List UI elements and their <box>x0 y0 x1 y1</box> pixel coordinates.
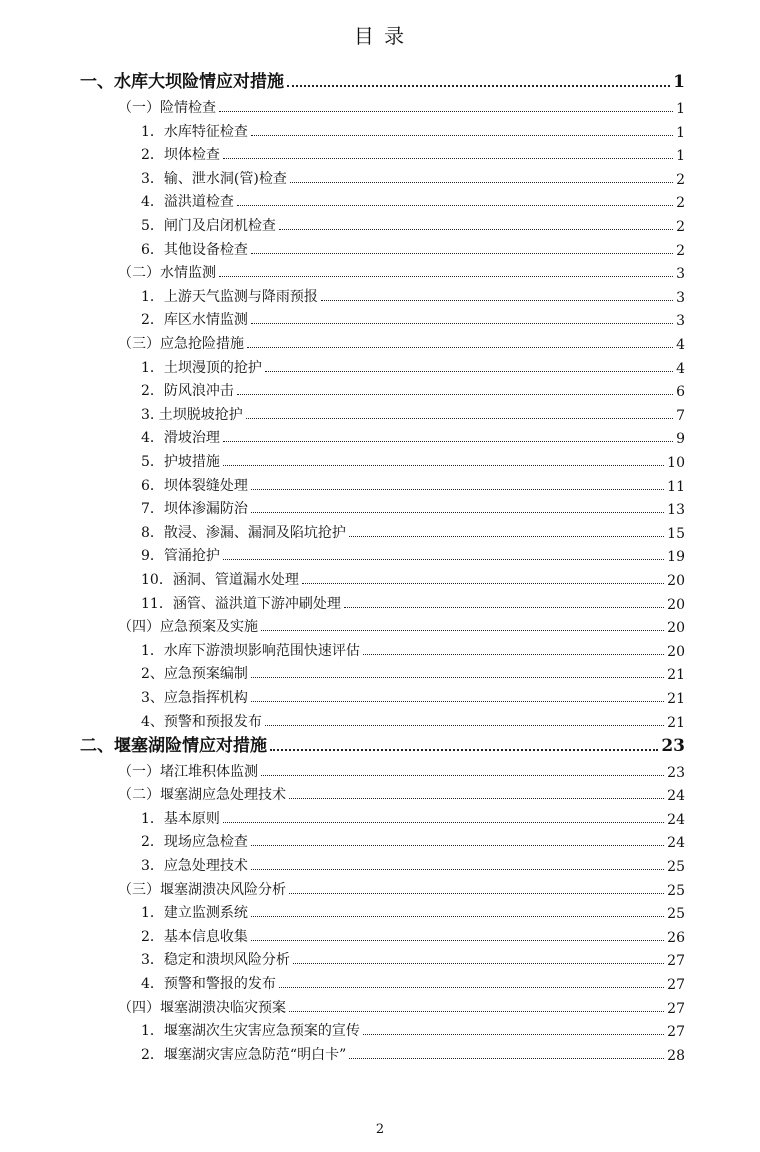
toc-entry-label: 3．应急处理技术 <box>141 858 248 874</box>
toc-entry[interactable] <box>141 661 685 683</box>
toc-entry-page: 6 <box>676 384 685 401</box>
toc-leader-dots <box>247 347 673 348</box>
toc-leader-dots <box>223 158 673 159</box>
toc-entry-label: 1．土坝漫顶的抢护 <box>141 359 262 376</box>
toc-entry-page: 20 <box>667 620 685 637</box>
toc-leader-dots <box>289 798 664 799</box>
toc-entry-page: 21 <box>667 714 685 731</box>
toc-entry-page: 24 <box>667 788 685 805</box>
toc-entry-label: 3．输、泄水洞(管)检查 <box>141 170 287 187</box>
toc-entry[interactable] <box>141 166 685 188</box>
toc-leader-dots <box>261 775 664 776</box>
toc-entry-label: 二、堰塞湖险情应对措施 <box>80 735 267 756</box>
toc-leader-dots <box>287 85 670 87</box>
toc-entry[interactable] <box>141 971 685 993</box>
toc-entry-page: 1 <box>676 148 685 165</box>
toc-entry-page: 1 <box>676 101 685 117</box>
toc-leader-dots <box>251 916 664 917</box>
toc-entry-page: 23 <box>661 735 685 756</box>
toc-entry-page: 11 <box>667 478 685 495</box>
toc-leader-dots <box>289 893 664 894</box>
toc-leader-dots <box>251 940 664 941</box>
toc-entry-page: 4 <box>676 360 685 377</box>
toc-entry[interactable] <box>118 331 685 353</box>
toc-entry-page: 15 <box>667 525 685 542</box>
page-number: 2 <box>375 1122 385 1137</box>
toc-entry-label: 11．涵管、溢洪道下游冲刷处理 <box>141 595 341 612</box>
toc-entry-label: 1．水库下游溃坝影响范围快速评估 <box>141 642 360 659</box>
toc-entry-label: 4．溢洪道检查 <box>141 194 234 211</box>
toc-entry-page: 27 <box>667 1024 685 1041</box>
toc-entry[interactable] <box>141 402 685 424</box>
toc-entry[interactable] <box>118 877 685 899</box>
toc-entry-page: 2 <box>676 171 685 188</box>
toc-entry[interactable] <box>141 685 685 707</box>
toc-entry[interactable] <box>141 543 685 565</box>
toc-leader-dots <box>251 845 664 846</box>
toc-entry-page: 20 <box>667 573 685 589</box>
toc-entry-label: （二）水情监测 <box>118 265 216 282</box>
toc-leader-dots <box>349 1058 664 1059</box>
toc-leader-dots <box>302 583 664 584</box>
toc-entry-page: 3 <box>676 289 685 306</box>
toc-entry-label: 2、应急预案编制 <box>141 666 248 683</box>
toc-entry-page: 28 <box>667 1047 685 1064</box>
toc-leader-dots <box>251 512 664 513</box>
toc-entry[interactable] <box>141 853 685 875</box>
toc-entry-label: （四）应急预案及实施 <box>118 619 258 636</box>
toc-entry-page: 26 <box>667 929 685 946</box>
toc-entry-page: 25 <box>667 906 685 923</box>
toc-entry[interactable] <box>141 567 685 589</box>
toc-entry-label: （二）堰塞湖应急处理技术 <box>118 787 286 804</box>
toc-leader-dots <box>289 1011 664 1012</box>
toc-entry-label: 6．其他设备检查 <box>141 241 248 258</box>
toc-entry-page: 23 <box>667 764 685 781</box>
toc-entry[interactable] <box>118 260 685 282</box>
toc-leader-dots <box>223 441 673 442</box>
toc-entry-label: 9．管涌抢护 <box>141 548 220 565</box>
toc-entry[interactable] <box>118 782 685 804</box>
toc-leader-dots <box>270 749 658 751</box>
toc-leader-dots <box>265 725 664 726</box>
toc-entry-page: 9 <box>676 431 685 448</box>
toc-entry-label: 7．坝体渗漏防治 <box>141 501 248 518</box>
toc-entry[interactable] <box>141 806 685 828</box>
toc-entry[interactable] <box>141 307 685 329</box>
toc-entry-label: 2．坝体检查 <box>141 147 220 164</box>
toc-entry-label: 4．滑坡治理 <box>141 430 220 447</box>
toc-entry[interactable] <box>118 614 685 636</box>
toc-entry[interactable] <box>141 425 685 447</box>
toc-entry[interactable] <box>141 638 685 660</box>
toc-entry-label: 5．护坡措施 <box>141 454 220 470</box>
toc-entry[interactable] <box>118 995 685 1017</box>
toc-entry[interactable] <box>141 213 685 235</box>
toc-entry-page: 27 <box>667 977 685 993</box>
toc-entry[interactable] <box>118 759 685 781</box>
toc-entry-page: 24 <box>667 811 685 828</box>
toc-leader-dots <box>279 987 664 988</box>
toc-entry-page: 21 <box>667 691 685 707</box>
toc-entry-label: （三）应急抢险措施 <box>118 336 244 352</box>
toc-entry[interactable] <box>141 496 685 518</box>
toc-entry[interactable] <box>141 900 685 922</box>
toc-entry-page: 20 <box>667 596 685 613</box>
toc-entry-label: 6．坝体裂缝处理 <box>141 477 248 494</box>
toc-leader-dots <box>261 630 664 631</box>
toc-leader-dots <box>251 701 664 702</box>
toc-leader-dots <box>363 654 664 655</box>
toc-entry-label: 2．库区水情监测 <box>141 312 248 329</box>
toc-leader-dots <box>237 205 673 206</box>
toc-entry[interactable] <box>141 1042 685 1064</box>
toc-leader-dots <box>219 111 673 112</box>
toc-entry-page: 13 <box>667 502 685 519</box>
toc-entry-page: 20 <box>667 643 685 660</box>
toc-entry-label: 2．现场应急检查 <box>141 834 248 851</box>
toc-entry-page: 24 <box>667 835 685 852</box>
toc-entry[interactable] <box>141 284 685 306</box>
toc-leader-dots <box>363 1034 664 1035</box>
toc-entry-label: 一、水库大坝险情应对措施 <box>80 72 284 92</box>
toc-entry[interactable] <box>141 947 685 969</box>
toc-entry[interactable] <box>141 520 685 542</box>
page-title: 目 录 <box>353 24 407 48</box>
toc-leader-dots <box>219 276 673 277</box>
toc-entry-label: 5．闸门及启闭机检查 <box>141 218 276 234</box>
toc-entry-page: 25 <box>667 859 685 875</box>
toc-entry[interactable] <box>80 734 685 756</box>
toc-entry[interactable] <box>141 591 685 613</box>
toc-entry-label: 2．堰塞湖灾害应急防范“明白卡” <box>141 1046 347 1063</box>
toc-leader-dots <box>321 300 673 301</box>
toc-entry-label: 4、预警和预报发布 <box>141 713 262 730</box>
toc-entry[interactable] <box>141 829 685 851</box>
toc-entry-page: 3 <box>676 313 685 330</box>
toc-entry-label: （四）堰塞湖溃决临灾预案 <box>118 999 286 1016</box>
toc-entry[interactable] <box>141 189 685 211</box>
toc-entry-label: 1．上游天气监测与降雨预报 <box>141 288 318 305</box>
toc-entry-page: 19 <box>667 549 685 566</box>
toc-entry-label: 10．涵洞、管道漏水处理 <box>141 572 299 588</box>
toc-entry-label: 1．堰塞湖次生灾害应急预案的宣传 <box>141 1023 360 1040</box>
toc-entry[interactable] <box>141 709 685 731</box>
toc-leader-dots <box>237 394 673 395</box>
toc-leader-dots <box>251 677 664 678</box>
toc-entry-page: 21 <box>667 667 685 684</box>
toc-entry[interactable] <box>141 378 685 400</box>
toc-entry[interactable] <box>141 449 685 471</box>
toc-entry-label: 2．防风浪冲击 <box>141 383 234 400</box>
toc-entry-label: （一）堵江堆积体监测 <box>118 763 258 780</box>
toc-leader-dots <box>251 253 673 254</box>
toc-entry[interactable] <box>141 142 685 164</box>
toc-entry[interactable] <box>118 95 685 117</box>
toc-leader-dots <box>279 229 673 230</box>
toc-entry-label: 1．建立监测系统 <box>141 905 248 922</box>
toc-entry-label: 1．基本原则 <box>141 810 220 827</box>
toc-entry-label: 8．散浸、渗漏、漏洞及陷坑抢护 <box>141 524 346 541</box>
toc-entry[interactable] <box>141 119 685 141</box>
toc-leader-dots <box>251 323 673 324</box>
toc-entry[interactable] <box>141 237 685 259</box>
toc-entry-label: （一）险情检查 <box>118 100 216 116</box>
toc-entry-label: 3、应急指挥机构 <box>141 690 248 706</box>
toc-entry-page: 1 <box>676 124 685 141</box>
toc-entry-page: 2 <box>676 242 685 259</box>
toc-entry-label: 3．稳定和溃坝风险分析 <box>141 952 290 969</box>
toc-entry-label: 3. 土坝脱坡抢护 <box>141 406 243 423</box>
toc-entry-page: 2 <box>676 195 685 212</box>
toc-leader-dots <box>349 536 664 537</box>
toc-entry[interactable] <box>141 1018 685 1040</box>
toc-leader-dots <box>223 559 664 560</box>
toc-entry-page: 3 <box>676 266 685 283</box>
toc-entry-label: 2．基本信息收集 <box>141 928 248 945</box>
toc-leader-dots <box>223 822 664 823</box>
toc-entry-page: 4 <box>676 337 685 353</box>
toc-leader-dots <box>290 182 673 183</box>
toc-leader-dots <box>293 963 664 964</box>
toc-entry[interactable] <box>141 924 685 946</box>
toc-leader-dots <box>344 607 664 608</box>
toc-entry-label: 4．预警和警报的发布 <box>141 976 276 992</box>
toc-entry[interactable] <box>80 70 685 92</box>
toc-entry[interactable] <box>141 473 685 495</box>
toc-entry-label: 1．水库特征检查 <box>141 123 248 140</box>
toc-entry-page: 2 <box>676 219 685 235</box>
toc-entry-page: 25 <box>667 882 685 899</box>
toc-leader-dots <box>223 465 664 466</box>
toc-entry-page: 1 <box>673 72 685 92</box>
toc-entry-label: （三）堰塞湖溃决风险分析 <box>118 881 286 898</box>
toc-leader-dots <box>251 489 664 490</box>
toc-entry[interactable] <box>141 355 685 377</box>
toc-entry-page: 27 <box>667 953 685 970</box>
toc-leader-dots <box>265 371 673 372</box>
toc-leader-dots <box>246 418 673 419</box>
toc-entry-page: 10 <box>667 455 685 471</box>
toc-entry-page: 7 <box>676 407 685 424</box>
toc-leader-dots <box>251 135 673 136</box>
toc-leader-dots <box>251 869 664 870</box>
toc-entry-page: 27 <box>667 1000 685 1017</box>
